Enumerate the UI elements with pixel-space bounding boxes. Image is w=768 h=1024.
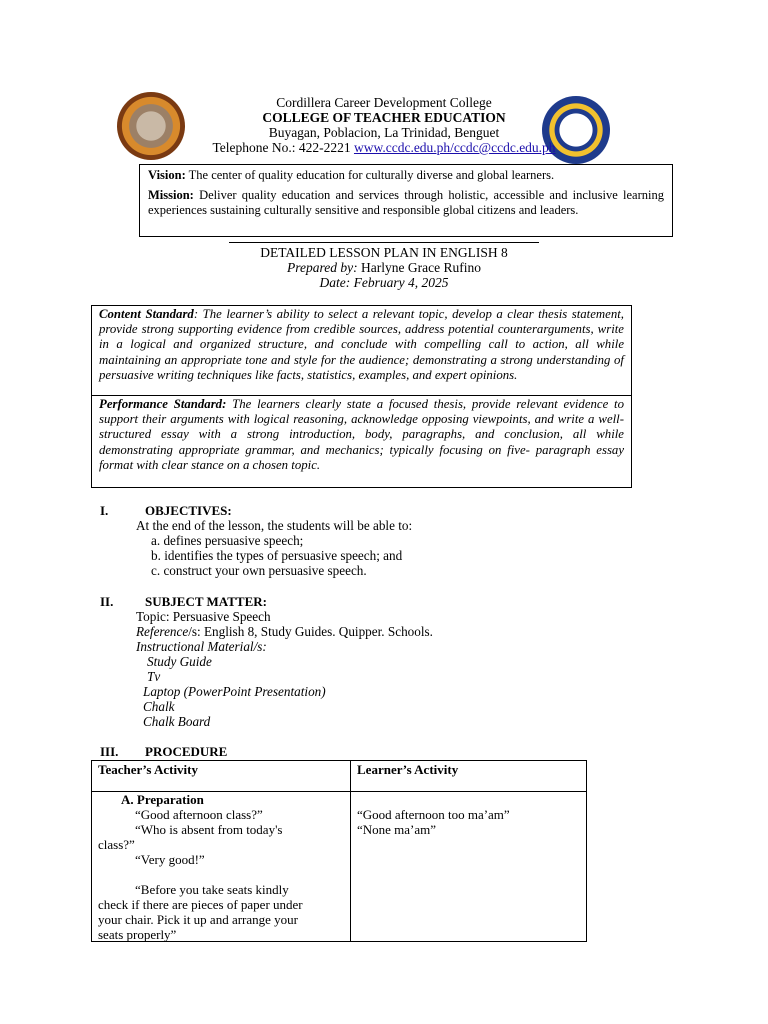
performance-standard-cell <box>92 395 631 474</box>
vision-text: The center of quality education for culturally diverse and global learners. <box>185 168 555 182</box>
telephone-text: Telephone No.: 422-2221 <box>212 140 354 155</box>
learner-activity-header: Learner’s Activity <box>357 762 459 777</box>
objective-item: a. defines persuasive speech; <box>151 533 304 548</box>
prepared-by-name: Harlyne Grace Rufino <box>357 260 481 275</box>
objective-item: c. construct your own persuasive speech. <box>151 563 367 578</box>
contact-line <box>0 140 768 155</box>
mission-paragraph <box>148 188 664 218</box>
teacher-activity-header: Teacher’s Activity <box>98 762 199 777</box>
teacher-line: “Good afternoon class?” <box>135 807 263 822</box>
table-column-divider <box>350 761 351 941</box>
material-item: Study Guide <box>147 654 212 669</box>
material-item: Chalk Board <box>143 714 211 729</box>
teacher-line: “Very good!” <box>135 852 205 867</box>
learner-line: “Good afternoon too ma’am” <box>357 807 510 822</box>
reference-text: /s: English 8, Study Guides. Quipper. Schools. <box>188 624 433 639</box>
objectives-heading: OBJECTIVES: <box>145 503 232 518</box>
college-address: Buyagan, Poblacion, La Trinidad, Benguet <box>268 125 500 140</box>
material-item: Laptop (PowerPoint Presentation) <box>143 684 326 699</box>
teacher-line: class?” <box>98 837 135 852</box>
lesson-date: Date: February 4, 2025 <box>319 275 449 290</box>
teacher-line: “Before you take seats kindly <box>135 882 289 897</box>
vision-paragraph <box>148 168 664 183</box>
college-name: Cordillera Career Development College <box>276 95 492 110</box>
teacher-line: check if there are pieces of paper under <box>98 897 303 912</box>
teacher-line: seats properly” <box>98 927 177 942</box>
material-item: Chalk <box>143 699 175 714</box>
standards-box <box>91 305 632 488</box>
objective-item: b. identifies the types of persuasive speech; and <box>151 548 403 563</box>
objectives-number: I. <box>100 503 109 518</box>
procedure-table <box>91 760 587 942</box>
mission-label: Mission: <box>148 188 194 202</box>
material-item: Tv <box>147 669 161 684</box>
department-name: COLLEGE OF TEACHER EDUCATION <box>262 110 506 125</box>
learner-line: “None ma’am” <box>357 822 437 837</box>
teacher-line: your chair. Pick it up and arrange your <box>98 912 298 927</box>
prepared-by-label: Prepared by: <box>287 260 358 275</box>
prepared-by-line <box>0 260 768 275</box>
teacher-line: “Who is absent from today's <box>135 822 283 837</box>
subject-matter-heading: SUBJECT MATTER: <box>145 594 267 609</box>
reference-label: Reference <box>136 624 189 639</box>
vision-mission-box <box>139 164 673 237</box>
procedure-heading: PROCEDURE <box>145 744 228 759</box>
college-website-link[interactable]: www.ccdc.edu.ph/ccdc@ccdc.edu.ph <box>353 140 556 155</box>
materials-label: Instructional Material/s: <box>136 639 267 654</box>
content-standard-cell <box>92 306 631 395</box>
content-standard-text: : The learner’s ability to select a relevant topic, develop a clear thesis statement, provide strong supporting evidence from credible sources, address potential counterarguments, write in a logical and organized structure, and conclude with compelling call to action, all while maintaining an appropriate tone and style for the audience; demonstrating a strong understanding of persuasive writing techniques like facts, statistics, examples, and expert opinions. <box>99 307 624 382</box>
topic-line: Topic: Persuasive Speech <box>136 609 271 624</box>
lesson-title: DETAILED LESSON PLAN IN ENGLISH 8 <box>260 245 508 260</box>
objectives-intro: At the end of the lesson, the students will be able to: <box>136 518 413 533</box>
subject-matter-number: II. <box>100 594 114 609</box>
preparation-heading: A. Preparation <box>121 792 204 807</box>
performance-standard-text: The learners clearly state a focused thesis, provide relevant evidence to support their arguments with logical reasoning, acknowledge opposing viewpoints, and write a well-structured essay with a strong introduction, body, paragraphs, and conclusion, all while demonstrating appropriate grammar, and mechanics; typically focusing on five- paragraph essay format with clear stance on a chosen topic. <box>99 397 624 472</box>
title-rule <box>229 242 539 243</box>
procedure-number: III. <box>100 744 119 759</box>
vision-label: Vision: <box>148 168 186 182</box>
mission-text: Deliver quality education and services through holistic, accessible and inclusive learning experiences sustaining culturally sensitive and responsible global citizens and leaders. <box>148 188 664 217</box>
performance-standard-label: Performance Standard: <box>99 397 227 411</box>
content-standard-label: Content Standard <box>99 307 194 321</box>
reference-line <box>136 624 433 639</box>
